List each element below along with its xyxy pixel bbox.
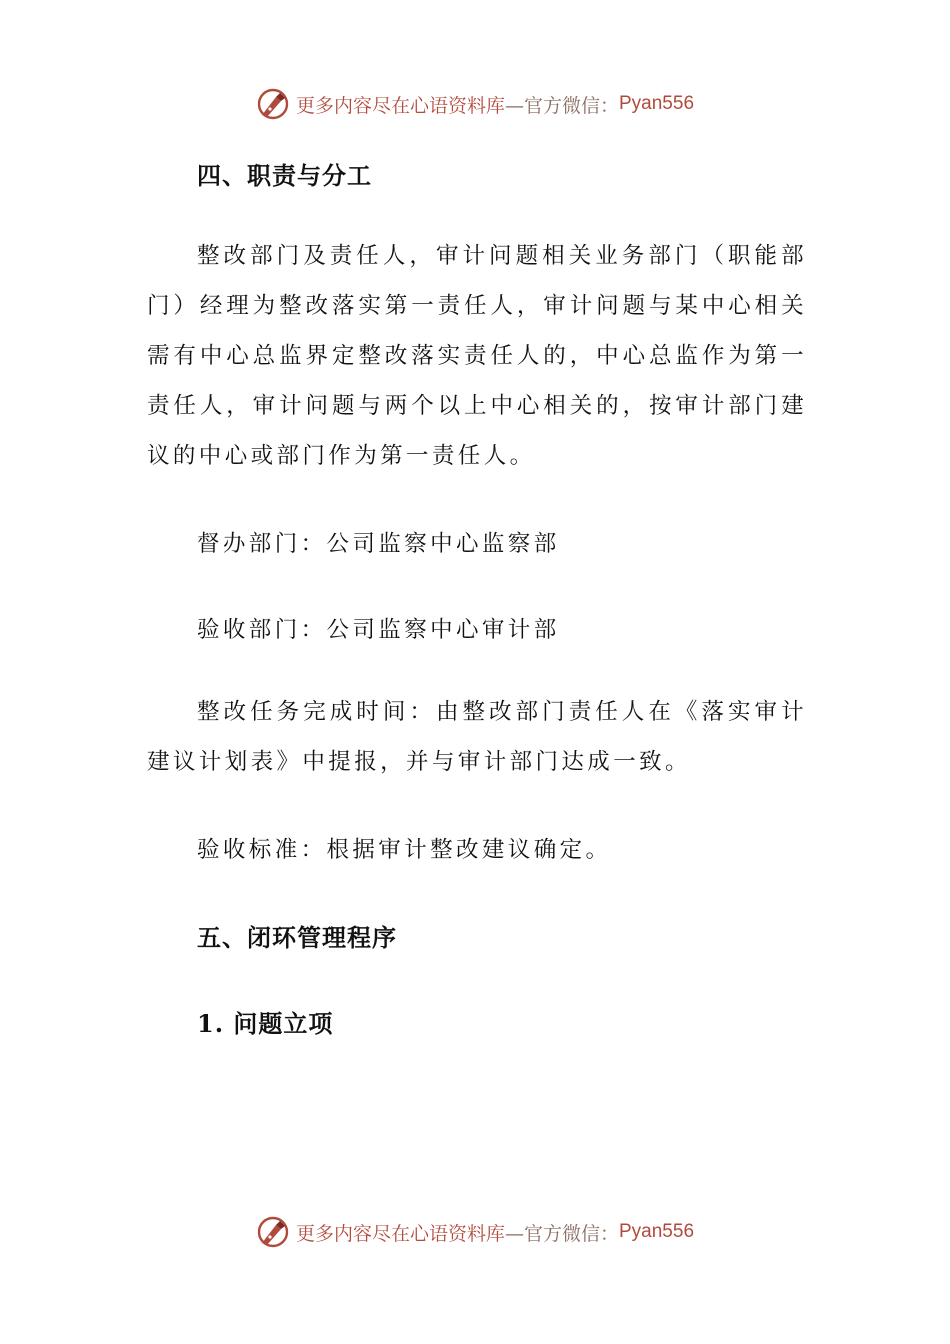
banner-title: 更多内容尽在心语资料库 (295, 1222, 505, 1245)
pen-nib-logo-icon (256, 87, 290, 121)
banner-wechat-id: Pyan556 (619, 93, 695, 114)
acceptance-department: 验收部门：公司监察中心审计部 (197, 617, 560, 643)
banner-wechat-label: —官方微信： (504, 94, 619, 117)
header-banner (0, 84, 950, 124)
paragraph-deadline: 整改任务完成时间：由整改部门责任人在《落实审计建议计划表》中提报，并与审计部门达成一致。 (147, 699, 807, 775)
banner-title: 更多内容尽在心语资料库 (295, 94, 505, 117)
banner-wechat-id: Pyan556 (619, 1221, 695, 1242)
footer-banner (0, 1212, 950, 1252)
acceptance-standard: 验收标准：根据审计整改建议确定。 (197, 837, 612, 863)
pen-nib-logo-icon (256, 1215, 290, 1249)
section-heading-4: 四、职责与分工 (197, 161, 372, 190)
supervision-department: 督办部门：公司监察中心监察部 (197, 531, 560, 557)
banner-wechat-label: —官方微信： (504, 1222, 619, 1245)
paragraph-responsibility: 整改部门及责任人，审计问题相关业务部门（职能部门）经理为整改落实第一责任人，审计问题与某中心相关需有中心总监界定整改落实责任人的，中心总监作为第一责任人，审计问题与两个以上中心相关的，按审计部门建议的中心或部门作为第一责任人。 (147, 243, 807, 469)
subsection-heading-5-1: 1. 问题立项 (197, 1009, 334, 1038)
section-heading-5: 五、闭环管理程序 (197, 923, 397, 952)
